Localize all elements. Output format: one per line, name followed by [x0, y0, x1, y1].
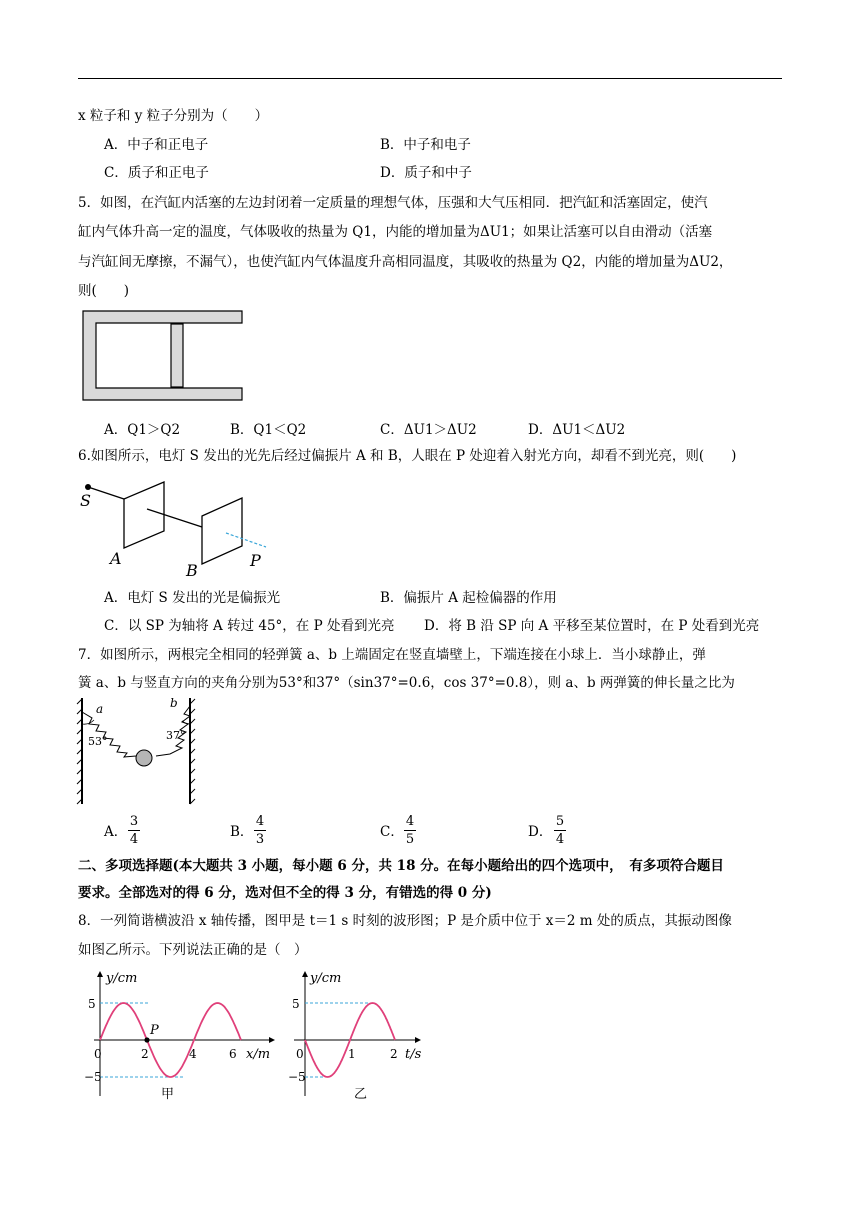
label-p: P [150, 1023, 159, 1038]
caption-yi: 乙 [354, 1087, 368, 1102]
point-p [144, 1037, 149, 1042]
q4-option-c: C．质子和正电子 [104, 165, 209, 181]
light-ray-1 [88, 487, 124, 499]
q7-line-2: 簧 a、b 与竖直方向的夹角分别为53°和37°（sin37°=0.6，cos 37°=0.8），则 a、b 两弹簧的伸长量之比为 [78, 675, 735, 691]
q6-option-a: A．电灯 S 发出的光是偏振光 [104, 590, 281, 606]
q7-option-d-den: 4 [555, 832, 565, 847]
label-b: B [186, 561, 198, 580]
y-label: y/cm [310, 971, 342, 986]
q5-option-a: A．Q1＞Q2 [104, 422, 181, 438]
q7-option-c-fraction [404, 814, 416, 847]
tick-x-4: 4 [189, 1047, 197, 1061]
q4-stem-tail: x 粒子和 y 粒子分别为（ ） [78, 108, 269, 124]
q8-line-1: 8．一列简谐横波沿 x 轴传播，图甲是 t＝1 s 时刻的波形图；P 是介质中位于 x＝2 m 处的质点，其振动图像 [78, 913, 732, 929]
q5-line-4: 则( ) [78, 283, 130, 299]
polarizer-b [202, 498, 242, 564]
label-a: A [110, 549, 122, 568]
angle-arc-a [82, 720, 94, 724]
section2-heading-line-2: 要求。全部选对的得 6 分，选对但不全的得 3 分，有错选的得 0 分) [78, 885, 492, 901]
tick-y-neg5: −5 [288, 1070, 306, 1084]
caption-jia: 甲 [161, 1087, 175, 1102]
q4-option-a: A．中子和正电子 [104, 137, 209, 153]
q7-option-d-letter: D． [528, 824, 553, 840]
tick-y-neg5: −5 [84, 1070, 102, 1084]
q7-option-b-fraction [254, 814, 266, 847]
q7-option-c-num: 4 [405, 814, 415, 829]
label-angle-53: 53° [88, 735, 108, 748]
x-label: x/m [246, 1047, 271, 1062]
t-label: t/s [405, 1047, 422, 1062]
q4-option-d: D．质子和中子 [380, 165, 472, 181]
spring-figure [76, 694, 200, 806]
label-spring-a: a [96, 702, 104, 716]
label-p: P [250, 551, 261, 570]
cylinder-figure [82, 310, 244, 402]
q7-option-d-num: 5 [555, 814, 565, 829]
header-rule [78, 78, 782, 79]
q7-line-1: 7．如图所示，两根完全相同的轻弹簧 a、b 上端固定在竖直墙壁上，下端连接在小球上．当小球静止，弹 [78, 647, 706, 663]
piston [171, 324, 183, 387]
tick-x-2: 2 [141, 1047, 149, 1061]
vibration-graph-yi [284, 966, 434, 1106]
q7-option-a-letter: A． [104, 824, 128, 840]
cylinder-wall [83, 311, 242, 400]
q6-option-d: D．将 B 沿 SP 向 A 平移至某位置时，在 P 处看到光亮 [424, 618, 760, 634]
q7-option-b-letter: B． [230, 824, 254, 840]
q6-line-1: 6.如图所示，电灯 S 发出的光先后经过偏振片 A 和 B，人眼在 P 处迎着入射光方向，却看不到光亮，则( ) [78, 448, 737, 464]
tick-y-5: 5 [88, 997, 96, 1011]
q7-option-b-num: 4 [255, 814, 265, 829]
label-s: S [80, 491, 91, 510]
q7-option-b-den: 3 [255, 832, 265, 847]
wave-graph-jia [84, 966, 284, 1106]
q5-option-d: D．ΔU1＜ΔU2 [528, 422, 626, 438]
label-spring-b: b [170, 696, 178, 710]
q5-option-c: C．ΔU1＞ΔU2 [380, 422, 477, 438]
y-label: y/cm [106, 971, 138, 986]
q7-option-d-fraction [554, 814, 566, 847]
polarizer-figure [76, 476, 276, 580]
polarizer-a [124, 482, 164, 548]
q7-option-a-fraction [128, 814, 140, 847]
tick-t-1: 1 [348, 1047, 356, 1061]
q7-option-c-letter: C． [380, 824, 404, 840]
tick-x-6: 6 [229, 1047, 237, 1061]
label-angle-37: 37° [166, 729, 186, 742]
ball [136, 750, 152, 766]
q6-option-b: B．偏振片 A 起检偏器的作用 [380, 590, 557, 606]
q5-line-3: 与汽缸间无摩擦，不漏气），也使汽缸内气体温度升高相同温度，其吸收的热量为 Q2，内能的增加量为ΔU2， [78, 254, 733, 270]
tick-y-5: 5 [292, 997, 300, 1011]
q5-line-1: 5．如图，在汽缸内活塞的左边封闭着一定质量的理想气体，压强和大气压相同．把汽缸和活塞固定，使汽 [78, 195, 708, 211]
q7-option-c-den: 5 [405, 832, 415, 847]
tick-t-2: 2 [390, 1047, 398, 1061]
q7-option-a-den: 4 [129, 832, 139, 847]
q7-option-a-num: 3 [129, 814, 139, 829]
q5-option-b: B．Q1＜Q2 [230, 422, 307, 438]
q6-option-c: C．以 SP 为轴将 A 转过 45°，在 P 处看到光亮 [104, 618, 395, 634]
tick-x-0: 0 [94, 1047, 102, 1061]
q5-line-2: 缸内气体升高一定的温度，气体吸收的热量为 Q1，内能的增加量为ΔU1；如果让活塞可以自由滑动（活塞 [78, 224, 713, 240]
q4-option-b: B．中子和电子 [380, 137, 471, 153]
tick-t-0: 0 [296, 1047, 304, 1061]
section2-heading-line-1: 二、多项选择题(本大题共 3 小题，每小题 6 分，共 18 分。在每小题给出的四个选项中， 有多项符合题目 [78, 858, 724, 874]
q8-line-2: 如图乙所示。下列说法正确的是（ ） [78, 942, 308, 958]
